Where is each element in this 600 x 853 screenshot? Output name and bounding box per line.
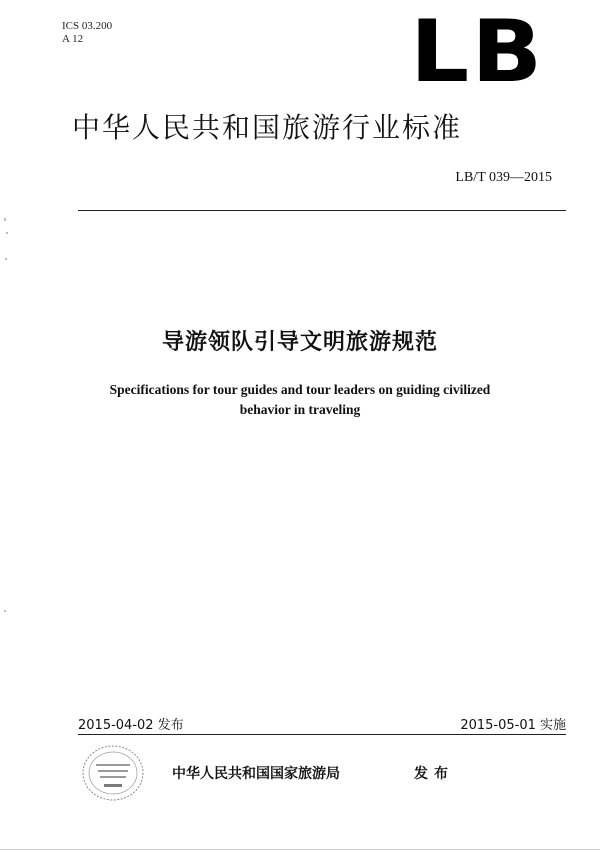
ics-code: ICS 03.200 <box>62 20 113 32</box>
scan-edge <box>0 849 600 850</box>
scan-speck <box>4 610 6 612</box>
classification-codes <box>62 20 112 46</box>
issuing-authority: 中华人民共和国国家旅游局 <box>172 766 340 782</box>
lb-logo: LB <box>410 2 545 102</box>
watermark-stamp-icon <box>80 742 146 804</box>
scan-speck <box>5 258 7 260</box>
bottom-divider <box>78 734 566 735</box>
scan-speck <box>6 232 8 234</box>
issue-label: 发布 <box>414 766 454 782</box>
standard-number: LB/T 039—2015 <box>455 170 552 185</box>
document-title-en-line2: behavior in traveling <box>239 402 361 417</box>
top-divider <box>78 210 566 211</box>
scan-speck <box>4 218 6 221</box>
implementation-date: 2015-05-01 实施 <box>460 718 566 733</box>
document-title-en-line1: Specifications for tour guides and tour leaders on guiding civilized <box>109 382 491 397</box>
document-title-en <box>0 380 600 420</box>
issue-date: 2015-04-02 发布 <box>78 718 184 733</box>
document-title-zh: 导游领队引导文明旅游规范 <box>161 330 438 355</box>
industry-standard-title: 中华人民共和国旅游行业标准 <box>72 111 463 144</box>
ccs-code: A 12 <box>62 33 84 45</box>
